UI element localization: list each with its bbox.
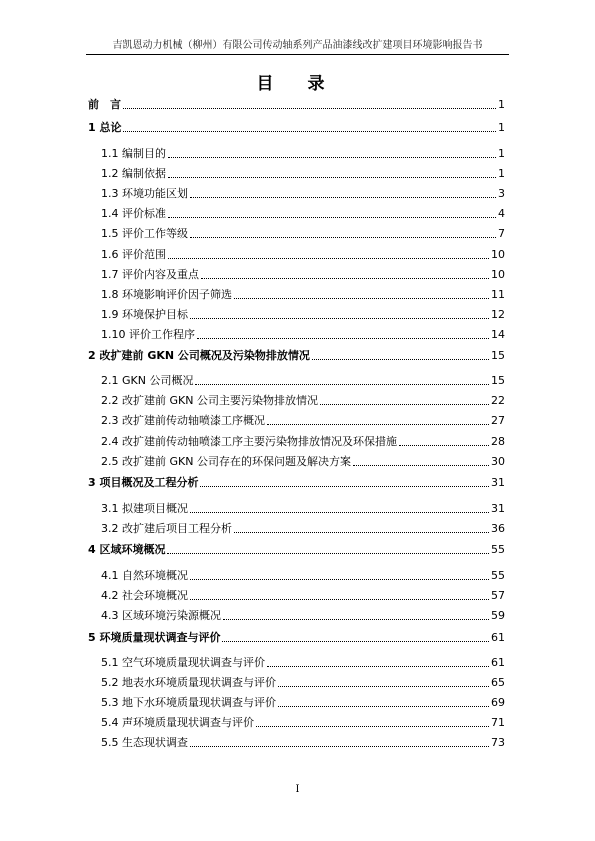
toc-entry-2-5[interactable] [88, 453, 505, 470]
toc-entry-page: 36 [491, 522, 505, 535]
toc-entry-chapter-2[interactable] [88, 347, 505, 364]
toc-entry-title: 5.5 生态现状调查 [101, 736, 188, 749]
toc-entry-2-4[interactable] [88, 433, 505, 450]
toc-entry-preface[interactable] [88, 96, 505, 113]
toc-entry-title: 3.2 改扩建后项目工程分析 [101, 522, 232, 535]
toc-entry-title: 2.5 改扩建前 GKN 公司存在的环保问题及解决方案 [101, 455, 351, 468]
toc-entry-4-2[interactable] [88, 587, 505, 604]
toc-entry-title: 1.7 评价内容及重点 [101, 268, 199, 281]
toc-entry-page: 59 [491, 609, 505, 622]
toc-entry-title: 2 改扩建前 GKN 公司概况及污染物排放情况 [88, 349, 310, 362]
toc-entry-page: 10 [491, 268, 505, 281]
toc-entry-page: 12 [491, 308, 505, 321]
toc-entry-chapter-4[interactable] [88, 541, 505, 558]
toc-entry-page: 31 [491, 502, 505, 515]
leader-dots [190, 579, 489, 580]
toc-entry-page: 14 [491, 328, 505, 341]
toc-entry-title: 1.10 评价工作程序 [101, 328, 195, 341]
toc-entry-1-8[interactable] [88, 286, 505, 303]
toc-entry-2-2[interactable] [88, 392, 505, 409]
leader-dots [278, 706, 489, 707]
leader-dots [168, 258, 489, 259]
toc-entry-chapter-5[interactable] [88, 629, 505, 646]
toc-entry-page: 28 [491, 435, 505, 448]
toc-entry-1-2[interactable] [88, 165, 505, 182]
toc-entry-4-1[interactable] [88, 567, 505, 584]
toc-entry-page: 31 [491, 476, 505, 489]
leader-dots [399, 445, 489, 446]
toc-entry-1-4[interactable] [88, 205, 505, 222]
leader-dots [123, 108, 496, 109]
toc-entry-1-3[interactable] [88, 185, 505, 202]
toc-entry-page: 61 [491, 656, 505, 669]
toc-entry-page: 55 [491, 543, 505, 556]
toc-entry-title: 4.2 社会环境概况 [101, 589, 188, 602]
toc-entry-title: 2.2 改扩建前 GKN 公司主要污染物排放情况 [101, 394, 318, 407]
toc-entry-1-9[interactable] [88, 306, 505, 323]
toc-entry-1-1[interactable] [88, 145, 505, 162]
toc-entry-title: 5.1 空气环境质量现状调查与评价 [101, 656, 265, 669]
toc-entry-title: 5 环境质量现状调查与评价 [88, 631, 221, 644]
toc-entry-1-6[interactable] [88, 246, 505, 263]
leader-dots [267, 424, 489, 425]
toc-entry-title: 1.2 编制依据 [101, 167, 166, 180]
leader-dots [168, 157, 496, 158]
toc-entry-3-2[interactable] [88, 520, 505, 537]
toc-entry-page: 3 [498, 187, 505, 200]
toc-entry-title: 1.9 环境保护目标 [101, 308, 188, 321]
toc-entry-page: 1 [498, 147, 505, 160]
leader-dots [320, 404, 489, 405]
toc-entry-title: 4 区域环境概况 [88, 543, 166, 556]
toc-entry-page: 22 [491, 394, 505, 407]
page-number: I [295, 784, 300, 795]
toc-entry-title: 5.2 地表水环境质量现状调查与评价 [101, 676, 276, 689]
leader-dots [190, 599, 489, 600]
toc-entry-page: 7 [498, 227, 505, 240]
toc-entry-page: 4 [498, 207, 505, 220]
toc-entry-page: 73 [491, 736, 505, 749]
toc-entry-page: 65 [491, 676, 505, 689]
toc-entry-2-1[interactable] [88, 372, 505, 389]
toc-entry-title: 1.5 评价工作等级 [101, 227, 188, 240]
toc-entry-page: 15 [491, 349, 505, 362]
toc-entry-5-2[interactable] [88, 674, 505, 691]
toc-entry-1-7[interactable] [88, 266, 505, 283]
toc-entry-title: 1.8 环境影响评价因子筛选 [101, 288, 232, 301]
leader-dots [222, 641, 489, 642]
toc-entry-1-10[interactable] [88, 326, 505, 343]
leader-dots [168, 217, 496, 218]
toc-entry-title: 4.3 区域环境污染源概况 [101, 609, 221, 622]
toc-entry-title: 5.3 地下水环境质量现状调查与评价 [101, 696, 276, 709]
leader-dots [168, 177, 496, 178]
toc-entry-title: 1.1 编制目的 [101, 147, 166, 160]
leader-dots [234, 532, 489, 533]
toc-entry-page: 1 [498, 121, 505, 134]
leader-dots [167, 553, 489, 554]
toc-entry-5-5[interactable] [88, 734, 505, 751]
toc-entry-page: 55 [491, 569, 505, 582]
toc-entry-title: 2.1 GKN 公司概况 [101, 374, 194, 387]
leader-dots [353, 465, 489, 466]
toc-entry-page: 15 [491, 374, 505, 387]
leader-dots [278, 686, 489, 687]
toc-entry-4-3[interactable] [88, 607, 505, 624]
toc-entry-page: 1 [498, 167, 505, 180]
running-header: 吉凯恩动力机械（柳州）有限公司传动轴系列产品油漆线改扩建项目环境影响报告书 [86, 38, 509, 55]
toc-entry-title: 3.1 拟建项目概况 [101, 502, 188, 515]
leader-dots [190, 237, 496, 238]
leader-dots [190, 746, 489, 747]
leader-dots [190, 318, 489, 319]
toc-entry-page: 61 [491, 631, 505, 644]
toc-entry-title: 5.4 声环境质量现状调查与评价 [101, 716, 254, 729]
toc-entry-title: 2.4 改扩建前传动轴喷漆工序主要污染物排放情况及环保措施 [101, 435, 397, 448]
toc-entry-5-1[interactable] [88, 654, 505, 671]
toc-entry-1-5[interactable] [88, 225, 505, 242]
leader-dots [195, 384, 489, 385]
toc-entry-2-3[interactable] [88, 412, 505, 429]
toc-entry-page: 11 [491, 288, 505, 301]
toc-entry-page: 30 [491, 455, 505, 468]
toc-entry-chapter-1[interactable] [88, 119, 505, 136]
leader-dots [200, 486, 489, 487]
toc-entry-title: 1.4 评价标准 [101, 207, 166, 220]
toc-entry-title: 1.3 环境功能区划 [101, 187, 188, 200]
toc-entry-title: 2.3 改扩建前传动轴喷漆工序概况 [101, 414, 265, 427]
leader-dots [312, 359, 489, 360]
leader-dots [267, 666, 489, 667]
leader-dots [190, 512, 489, 513]
toc-entry-page: 10 [491, 248, 505, 261]
leader-dots [256, 726, 489, 727]
toc-entry-title: 3 项目概况及工程分析 [88, 476, 199, 489]
toc-entry-3-1[interactable] [88, 500, 505, 517]
toc-entry-5-4[interactable] [88, 714, 505, 731]
toc-entry-title: 4.1 自然环境概况 [101, 569, 188, 582]
leader-dots [201, 278, 489, 279]
toc-entry-title: 1.6 评价范围 [101, 248, 166, 261]
toc-entry-title: 1 总论 [88, 121, 122, 134]
leader-dots [190, 197, 496, 198]
toc-entry-page: 71 [491, 716, 505, 729]
toc-entry-5-3[interactable] [88, 694, 505, 711]
leader-dots [123, 131, 496, 132]
toc-entry-page: 69 [491, 696, 505, 709]
toc-entry-chapter-3[interactable] [88, 474, 505, 491]
leader-dots [234, 298, 489, 299]
toc-entry-title: 前 言 [88, 98, 121, 111]
leader-dots [223, 619, 489, 620]
toc-entry-page: 1 [498, 98, 505, 111]
toc-entry-page: 57 [491, 589, 505, 602]
leader-dots [197, 338, 489, 339]
toc-title: 目 录 [256, 74, 339, 94]
toc-entry-page: 27 [491, 414, 505, 427]
